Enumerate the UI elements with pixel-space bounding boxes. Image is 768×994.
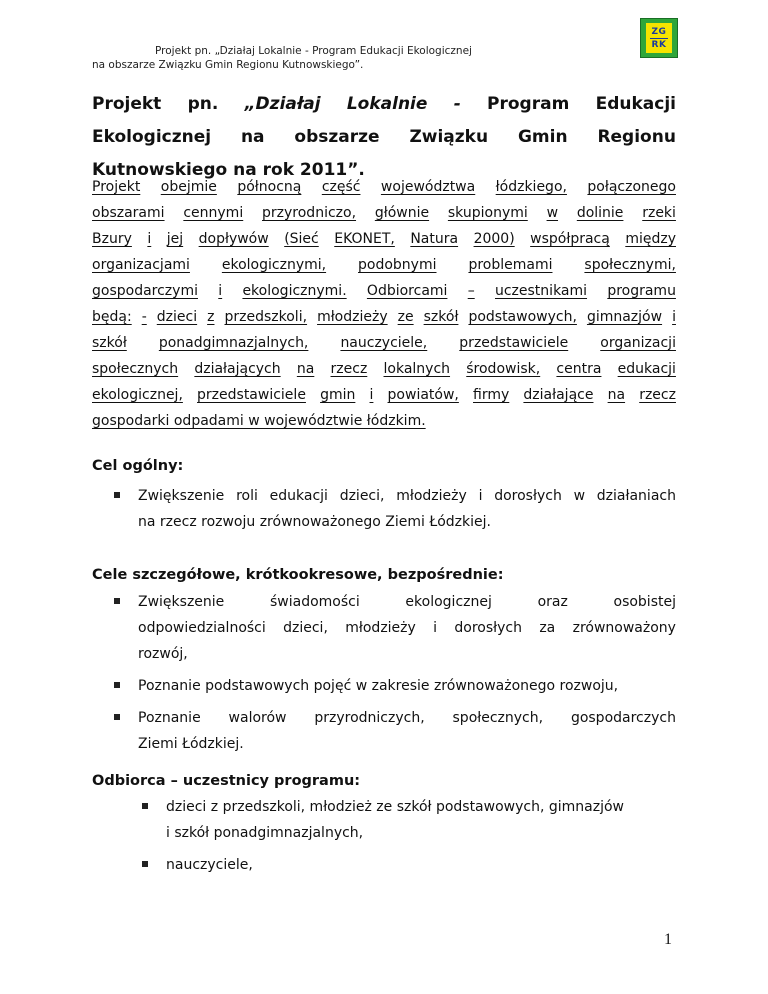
intro-line: Bzury i jej dopływów (Sieć EKONET, Natura 2000) współpracą między — [92, 231, 676, 247]
title-word: Związku — [409, 127, 489, 147]
list-item-line: i szkół ponadgimnazjalnych, — [166, 825, 364, 841]
title-word: - — [453, 94, 461, 114]
list-item-line: Poznanie walorów przyrodniczych, społecznych, gospodarczych — [138, 710, 676, 726]
list-cel-ogolny — [114, 483, 676, 535]
list-item-line: nauczyciele, — [166, 857, 253, 873]
title-row-3: Kutnowskiego na rok 2011”. — [92, 160, 365, 180]
list-item-line: Zwiększenie roli edukacji dzieci, młodzieży i dorosłych w działaniach — [138, 488, 676, 504]
title-word: na — [240, 127, 265, 147]
list-item — [114, 483, 676, 535]
header-line-1: Projekt pn. „Działaj Lokalnie - Program Edukacji Ekologicznej — [155, 45, 472, 57]
list-item-line: na rzecz rozwoju zrównoważonego Ziemi Łódzkiej. — [138, 514, 491, 530]
title-word: Lokalnie — [346, 94, 428, 114]
list-item — [142, 852, 676, 878]
list-cele-szczegolowe — [114, 589, 676, 757]
intro-line: będą: - dzieci z przedszkoli, młodzieży ze szkół podstawowych, gimnazjów i — [92, 309, 676, 325]
list-item-line: dzieci z przedszkoli, młodzież ze szkół podstawowych, gimnazjów — [166, 799, 624, 815]
intro-line: Projekt obejmie północną część województwa łódzkiego, połączonego — [92, 179, 676, 195]
list-item — [114, 589, 676, 667]
list-item-line: odpowiedzialności dzieci, młodzieży i dorosłych za zrównoważony — [138, 620, 676, 636]
logo-text-bottom: RK — [651, 39, 667, 50]
title-word: pn. — [187, 94, 219, 114]
section-heading-cel-ogolny: Cel ogólny: — [92, 458, 184, 474]
intro-line: gospodarki odpadami w województwie łódzkim. — [92, 413, 426, 429]
title-row-1 — [92, 88, 676, 121]
intro-line: szkół ponadgimnazjalnych, nauczyciele, przedstawiciele organizacji — [92, 335, 676, 351]
list-item-line: Poznanie podstawowych pojęć w zakresie zrównoważonego rozwoju, — [138, 678, 619, 694]
zgrk-logo — [640, 18, 678, 58]
logo-text-top: ZG — [651, 26, 667, 37]
list-item — [142, 794, 676, 846]
list-item — [114, 705, 676, 757]
title-row-2 — [92, 121, 676, 154]
intro-line: obszarami cennymi przyrodniczo, głównie skupionymi w dolinie rzeki — [92, 205, 676, 221]
title-word: „Działaj — [244, 94, 321, 114]
list-item-line: rozwój, — [138, 646, 188, 662]
intro-line: gospodarczymi i ekologicznymi. Odbiorcami – uczestnikami programu — [92, 283, 676, 299]
list-item-line: Ziemi Łódzkiej. — [138, 736, 244, 752]
list-odbiorca — [142, 794, 676, 878]
title-word: obszarze — [294, 127, 380, 147]
list-item-line: Zwiększenie świadomości ekologicznej oraz osobistej — [138, 594, 676, 610]
intro-line: ekologicznej, przedstawiciele gmin i powiatów, firmy działające na rzecz — [92, 387, 676, 403]
title-word: Program — [487, 94, 570, 114]
title-word: Projekt — [92, 94, 162, 114]
intro-line: organizacjami ekologicznymi, podobnymi problemami społecznymi, — [92, 257, 676, 273]
section-heading-odbiorca: Odbiorca – uczestnicy programu: — [92, 773, 361, 789]
title-word: Gmin — [517, 127, 568, 147]
document-title — [92, 88, 676, 187]
list-item — [114, 673, 676, 699]
intro-paragraph — [92, 174, 676, 434]
page-number: 1 — [664, 931, 672, 948]
title-word: Regionu — [597, 127, 676, 147]
intro-line: społecznych działających na rzecz lokalnych środowisk, centra edukacji — [92, 361, 676, 377]
header-line-2: na obszarze Związku Gmin Regionu Kutnowskiego”. — [92, 59, 364, 71]
section-heading-cele-szczegolowe: Cele szczegółowe, krótkookresowe, bezpośrednie: — [92, 567, 504, 583]
title-word: Ekologicznej — [92, 127, 212, 147]
title-word: Edukacji — [595, 94, 676, 114]
page-header — [92, 44, 632, 72]
